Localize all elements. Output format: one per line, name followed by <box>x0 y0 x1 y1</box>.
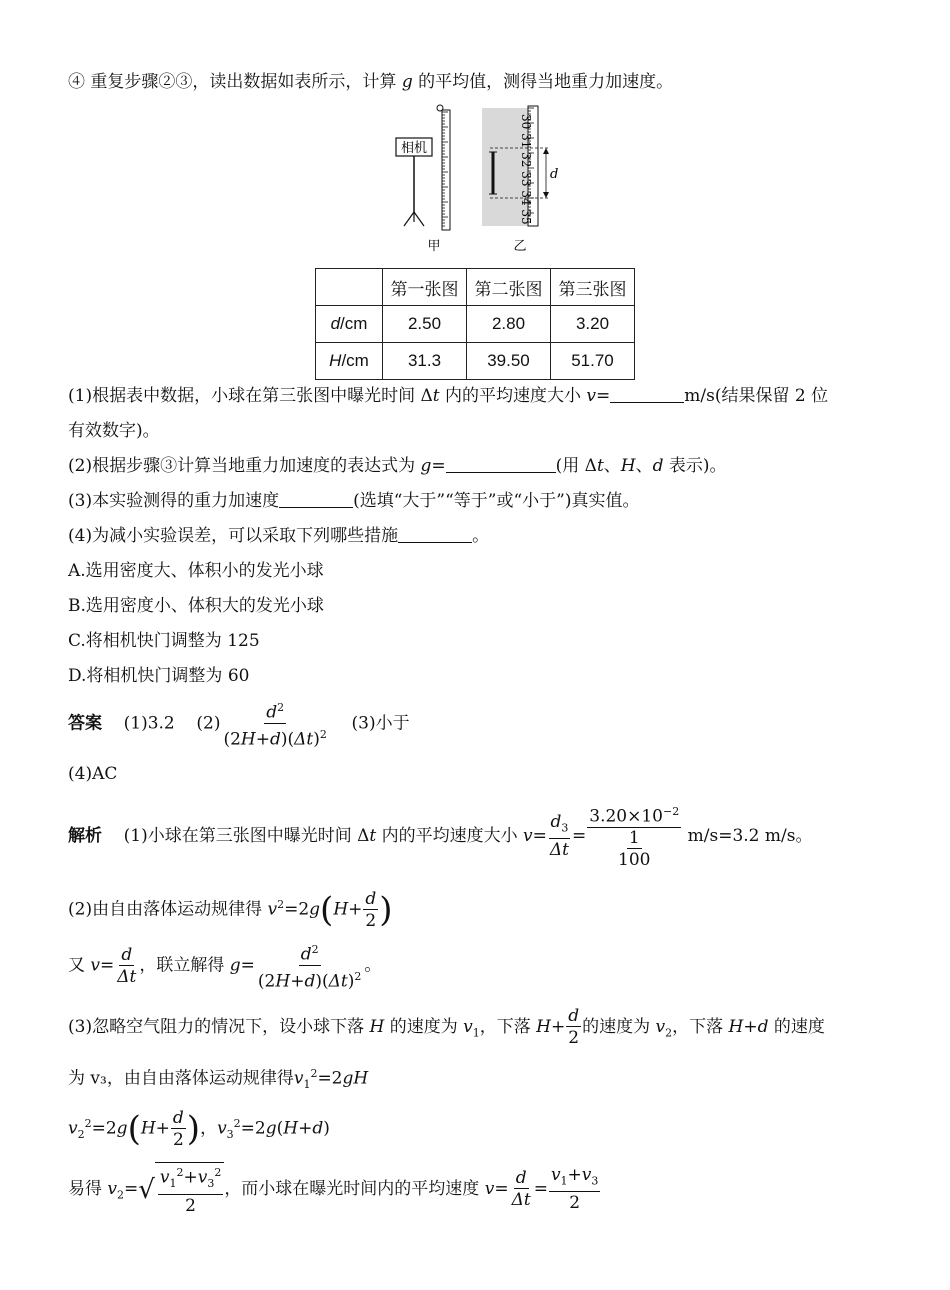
intro-end: 的平均值，测得当地重力加速度。 <box>418 72 674 92</box>
table-header-cell: 第二张图 <box>467 269 551 306</box>
option-b: B.选用密度小、体积大的发光小球 <box>68 596 324 616</box>
option-a: A.选用密度大、体积小的发光小球 <box>68 561 324 581</box>
table-cell: 51.70 <box>551 343 635 380</box>
table-cell: 3.20 <box>551 306 635 343</box>
analysis-5: 为 v₃，由自由落体运动规律得$v_1^2=2gH$ <box>68 1067 369 1092</box>
analysis-4: (3)忽略空气阻力的情况下，设小球下落 H 的速度为 $v_1$，下落 H+ $\frac{d}{2}$ 的速度为 $v_2$，下落 H+d 的速度 <box>68 1006 825 1048</box>
analysis-7: 易得 $v_2=$ √ $\frac{v_1^2+v_3^2}{2}$ ，而小球在曝光时间内的平均速度 v= $\frac{d}{\Delta t}$ = $\frac{v_1+v_3}{2}$ <box>68 1162 601 1220</box>
question-4: (4)为减小实验误差，可以采取下列哪些措施 。 <box>68 526 490 546</box>
option-c: C.将相机快门调整为 125 <box>68 631 260 651</box>
analysis-3: 又 v= $\frac{d}{\Delta t}$ ，联立解得 g= $\frac{d^2}{(2H+d)(\Delta t)^2}$ 。 <box>68 940 381 992</box>
answer-blank-2[interactable] <box>446 455 556 473</box>
apparatus-figure <box>390 100 570 260</box>
answer-label: 答案 <box>68 713 102 734</box>
table-cell: 2.50 <box>383 306 467 343</box>
answer-blank-4[interactable] <box>398 525 472 543</box>
d-label: d <box>550 167 559 182</box>
table-header-cell <box>316 269 383 306</box>
data-table <box>315 268 635 380</box>
table-cell: 39.50 <box>467 343 551 380</box>
intro-line <box>68 70 673 94</box>
answer-4: (4)AC <box>68 764 118 784</box>
table-cell: 2.80 <box>467 306 551 343</box>
scale-numbers: 30 31 32 33 34 35 <box>519 114 533 225</box>
row-label: H/cm <box>316 343 383 380</box>
analysis-2: (2)由自由落体运动规律得 $v^2=2g(H+$ $\frac{d}{2}$ ) <box>68 888 393 931</box>
camera-label: 相机 <box>400 141 428 156</box>
answer-line: 答案 (1)3.2 (2) $\frac{d^2}{(2H+d)(\Delta t)^2}$ (3)小于 <box>68 698 410 750</box>
label-yi: 乙 <box>513 239 527 254</box>
table-header-row <box>316 269 635 306</box>
table-row <box>316 343 635 380</box>
option-d: D.将相机快门调整为 60 <box>68 666 250 686</box>
table-row <box>316 306 635 343</box>
analysis-6: $v_2^2=2g(H+$ $\frac{d}{2}$ )，$v_3^2=2g(H+d)$ <box>68 1107 330 1150</box>
intro-text: ④ 重复步骤②③，读出数据如表所示，计算 <box>68 72 397 92</box>
question-1: (1)根据表中数据，小球在第三张图中曝光时间 Δt 内的平均速度大小 v= m/s(结果保留 2 位 <box>68 386 829 406</box>
question-2: (2)根据步骤③计算当地重力加速度的表达式为 g= (用 Δt、H、d 表示)。 <box>68 456 727 476</box>
table-cell: 31.3 <box>383 343 467 380</box>
answer-blank-1[interactable] <box>610 385 684 403</box>
question-1-cont: 有效数字)。 <box>68 421 160 441</box>
row-label: d/cm <box>316 306 383 343</box>
question-3: (3)本实验测得的重力加速度 (选填“大于”“等于”或“小于”)真实值。 <box>68 491 640 511</box>
intro-g: g <box>401 72 413 92</box>
table-header-cell: 第三张图 <box>551 269 635 306</box>
analysis-label: 解析 <box>68 825 102 846</box>
label-jia: 甲 <box>427 239 441 254</box>
table-header-cell: 第一张图 <box>383 269 467 306</box>
answer-blank-3[interactable] <box>279 490 353 508</box>
answer-2-fraction: $\frac{d^2}{(2H+d)(\Delta t)^2}$ <box>221 698 328 750</box>
ruler-jia <box>442 110 450 230</box>
analysis-1: 解析 (1)小球在第三张图中曝光时间 Δt 内的平均速度大小 v= $\frac{d_3}{\Delta t}$ = $\frac{3.20\times 10^{-2}}{\frac{1}{100}}$ m/s=3.2 m/s。 <box>68 802 812 871</box>
